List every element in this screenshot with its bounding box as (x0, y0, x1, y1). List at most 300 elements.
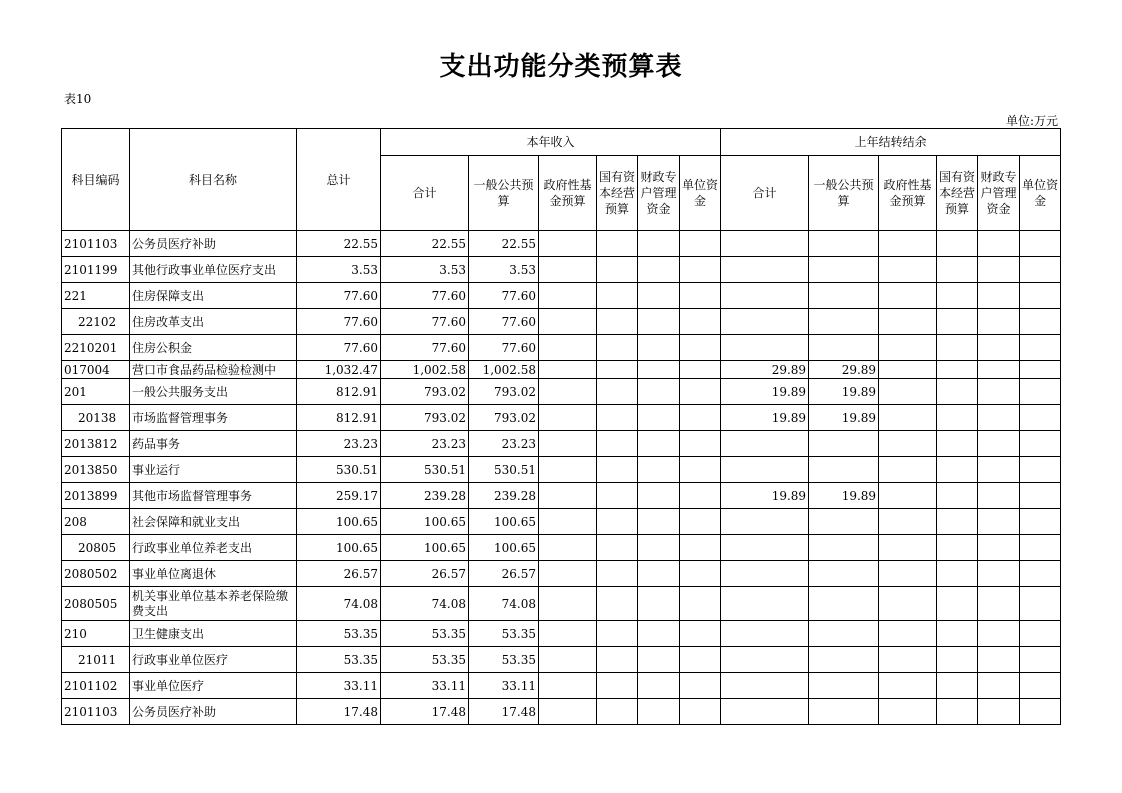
cell-code: 017004 (62, 361, 130, 379)
cell-prev-state-capital (937, 699, 978, 725)
cell-cur-fiscal-special (638, 561, 680, 587)
cell-prev-general (809, 283, 879, 309)
cell-name: 药品事务 (130, 431, 297, 457)
cell-prev-unit-fund (1020, 561, 1061, 587)
cell-prev-gov-fund (879, 483, 937, 509)
cell-prev-unit-fund (1020, 647, 1061, 673)
cell-prev-fiscal-special (978, 361, 1020, 379)
cell-cur-gov-fund (539, 509, 597, 535)
unit-label: 单位:万元 (1005, 114, 1058, 128)
cell-cur-fiscal-special (638, 509, 680, 535)
cell-prev-fiscal-special (978, 647, 1020, 673)
cell-prev-state-capital (937, 561, 978, 587)
cell-prev-sum (721, 431, 809, 457)
cell-prev-sum (721, 621, 809, 647)
cell-cur-fiscal-special (638, 231, 680, 257)
cell-prev-general (809, 431, 879, 457)
cell-cur-general: 33.11 (469, 673, 539, 699)
cell-cur-state-capital (597, 699, 638, 725)
cell-prev-sum: 19.89 (721, 483, 809, 509)
cell-cur-gov-fund (539, 535, 597, 561)
cell-prev-gov-fund (879, 647, 937, 673)
cell-prev-sum (721, 699, 809, 725)
cell-cur-state-capital (597, 379, 638, 405)
cell-name: 一般公共服务支出 (130, 379, 297, 405)
cell-cur-gov-fund (539, 457, 597, 483)
cell-prev-state-capital (937, 621, 978, 647)
cell-total: 26.57 (297, 561, 381, 587)
cell-cur-unit-fund (680, 647, 721, 673)
header-prev-unit-fund: 单位资金 (1020, 156, 1061, 231)
cell-cur-unit-fund (680, 621, 721, 647)
cell-name: 事业单位医疗 (130, 673, 297, 699)
cell-prev-general (809, 647, 879, 673)
cell-name: 住房改革支出 (130, 309, 297, 335)
cell-cur-unit-fund (680, 361, 721, 379)
cell-total: 530.51 (297, 457, 381, 483)
cell-cur-unit-fund (680, 699, 721, 725)
cell-cur-sum: 1,002.58 (381, 361, 469, 379)
budget-table (61, 128, 1061, 725)
cell-code: 2101103 (62, 699, 130, 725)
cell-cur-general: 23.23 (469, 431, 539, 457)
cell-prev-gov-fund (879, 509, 937, 535)
cell-prev-general (809, 673, 879, 699)
cell-prev-sum (721, 231, 809, 257)
cell-code: 22102 (62, 309, 130, 335)
cell-prev-general (809, 699, 879, 725)
cell-cur-gov-fund (539, 673, 597, 699)
cell-prev-state-capital (937, 483, 978, 509)
cell-prev-general (809, 309, 879, 335)
cell-name: 营口市食品药品检验检测中 (130, 361, 297, 379)
cell-cur-unit-fund (680, 335, 721, 361)
header-current-income: 本年收入 (381, 129, 721, 156)
cell-cur-state-capital (597, 405, 638, 431)
cell-total: 100.65 (297, 535, 381, 561)
cell-name: 住房保障支出 (130, 283, 297, 309)
cell-prev-general (809, 457, 879, 483)
table-row (62, 509, 1061, 535)
table-row (62, 231, 1061, 257)
cell-prev-state-capital (937, 405, 978, 431)
cell-total: 53.35 (297, 647, 381, 673)
cell-cur-state-capital (597, 257, 638, 283)
cell-prev-unit-fund (1020, 361, 1061, 379)
cell-prev-unit-fund (1020, 431, 1061, 457)
cell-cur-state-capital (597, 309, 638, 335)
cell-cur-gov-fund (539, 621, 597, 647)
cell-code: 2080505 (62, 587, 130, 621)
cell-prev-gov-fund (879, 561, 937, 587)
cell-cur-state-capital (597, 483, 638, 509)
cell-cur-sum: 74.08 (381, 587, 469, 621)
cell-cur-general: 77.60 (469, 309, 539, 335)
table-row (62, 405, 1061, 431)
cell-prev-general: 19.89 (809, 405, 879, 431)
cell-code: 2210201 (62, 335, 130, 361)
cell-prev-unit-fund (1020, 257, 1061, 283)
cell-prev-fiscal-special (978, 405, 1020, 431)
cell-code: 20805 (62, 535, 130, 561)
cell-cur-sum: 22.55 (381, 231, 469, 257)
table-row (62, 379, 1061, 405)
cell-name: 卫生健康支出 (130, 621, 297, 647)
cell-prev-sum: 19.89 (721, 405, 809, 431)
table-row (62, 431, 1061, 457)
cell-cur-unit-fund (680, 509, 721, 535)
table-header (62, 129, 1061, 231)
header-prev-sum: 合计 (721, 156, 809, 231)
cell-cur-state-capital (597, 231, 638, 257)
cell-prev-unit-fund (1020, 621, 1061, 647)
table-row (62, 587, 1061, 621)
cell-cur-state-capital (597, 335, 638, 361)
cell-prev-fiscal-special (978, 335, 1020, 361)
cell-cur-sum: 53.35 (381, 621, 469, 647)
cell-cur-fiscal-special (638, 535, 680, 561)
cell-total: 77.60 (297, 335, 381, 361)
cell-prev-sum (721, 561, 809, 587)
cell-prev-fiscal-special (978, 483, 1020, 509)
cell-prev-gov-fund (879, 361, 937, 379)
cell-prev-gov-fund (879, 699, 937, 725)
cell-name: 其他市场监督管理事务 (130, 483, 297, 509)
header-cur-sum: 合计 (381, 156, 469, 231)
cell-prev-fiscal-special (978, 309, 1020, 335)
cell-cur-gov-fund (539, 361, 597, 379)
cell-cur-unit-fund (680, 561, 721, 587)
cell-cur-sum: 77.60 (381, 283, 469, 309)
cell-prev-gov-fund (879, 335, 937, 361)
cell-prev-fiscal-special (978, 673, 1020, 699)
cell-cur-unit-fund (680, 309, 721, 335)
cell-prev-unit-fund (1020, 483, 1061, 509)
header-code: 科目编码 (62, 129, 130, 231)
cell-code: 201 (62, 379, 130, 405)
cell-cur-fiscal-special (638, 379, 680, 405)
cell-total: 22.55 (297, 231, 381, 257)
cell-prev-gov-fund (879, 457, 937, 483)
cell-prev-state-capital (937, 309, 978, 335)
cell-cur-sum: 17.48 (381, 699, 469, 725)
header-cur-fiscal-special: 财政专户管理资金 (638, 156, 680, 231)
cell-cur-fiscal-special (638, 361, 680, 379)
cell-name: 住房公积金 (130, 335, 297, 361)
cell-cur-unit-fund (680, 483, 721, 509)
cell-prev-fiscal-special (978, 379, 1020, 405)
cell-cur-gov-fund (539, 257, 597, 283)
cell-cur-unit-fund (680, 673, 721, 699)
cell-cur-general: 793.02 (469, 379, 539, 405)
cell-prev-general: 19.89 (809, 483, 879, 509)
cell-prev-fiscal-special (978, 561, 1020, 587)
cell-cur-sum: 239.28 (381, 483, 469, 509)
cell-prev-general: 29.89 (809, 361, 879, 379)
table-row (62, 647, 1061, 673)
table-row (62, 335, 1061, 361)
cell-code: 21011 (62, 647, 130, 673)
cell-prev-general: 19.89 (809, 379, 879, 405)
cell-cur-state-capital (597, 457, 638, 483)
cell-prev-sum (721, 309, 809, 335)
table-row (62, 309, 1061, 335)
cell-cur-state-capital (597, 535, 638, 561)
cell-prev-unit-fund (1020, 587, 1061, 621)
header-name: 科目名称 (130, 129, 297, 231)
cell-prev-general (809, 231, 879, 257)
cell-code: 2013812 (62, 431, 130, 457)
cell-prev-sum (721, 257, 809, 283)
cell-code: 20138 (62, 405, 130, 431)
cell-prev-fiscal-special (978, 431, 1020, 457)
cell-prev-state-capital (937, 361, 978, 379)
cell-cur-fiscal-special (638, 257, 680, 283)
cell-cur-state-capital (597, 647, 638, 673)
cell-cur-general: 22.55 (469, 231, 539, 257)
cell-cur-gov-fund (539, 561, 597, 587)
cell-prev-unit-fund (1020, 509, 1061, 535)
cell-cur-gov-fund (539, 379, 597, 405)
table-row (62, 257, 1061, 283)
cell-prev-fiscal-special (978, 231, 1020, 257)
cell-cur-general: 53.35 (469, 621, 539, 647)
cell-total: 812.91 (297, 379, 381, 405)
cell-cur-sum: 100.65 (381, 535, 469, 561)
cell-prev-gov-fund (879, 257, 937, 283)
cell-total: 259.17 (297, 483, 381, 509)
cell-prev-unit-fund (1020, 283, 1061, 309)
cell-total: 74.08 (297, 587, 381, 621)
table-row (62, 361, 1061, 379)
cell-name: 社会保障和就业支出 (130, 509, 297, 535)
cell-cur-fiscal-special (638, 405, 680, 431)
cell-cur-general: 100.65 (469, 535, 539, 561)
cell-cur-general: 17.48 (469, 699, 539, 725)
cell-prev-sum (721, 673, 809, 699)
cell-cur-general: 77.60 (469, 335, 539, 361)
cell-prev-unit-fund (1020, 231, 1061, 257)
cell-cur-sum: 26.57 (381, 561, 469, 587)
cell-cur-state-capital (597, 509, 638, 535)
cell-cur-unit-fund (680, 283, 721, 309)
cell-prev-state-capital (937, 673, 978, 699)
cell-prev-fiscal-special (978, 283, 1020, 309)
header-prior-carryover: 上年结转结余 (721, 129, 1061, 156)
cell-total: 53.35 (297, 621, 381, 647)
cell-prev-gov-fund (879, 283, 937, 309)
cell-cur-state-capital (597, 587, 638, 621)
cell-name: 公务员医疗补助 (130, 699, 297, 725)
cell-prev-gov-fund (879, 673, 937, 699)
cell-cur-fiscal-special (638, 283, 680, 309)
cell-prev-gov-fund (879, 379, 937, 405)
cell-total: 1,032.47 (297, 361, 381, 379)
cell-total: 33.11 (297, 673, 381, 699)
cell-cur-sum: 77.60 (381, 309, 469, 335)
cell-cur-sum: 77.60 (381, 335, 469, 361)
cell-cur-unit-fund (680, 587, 721, 621)
cell-prev-general (809, 587, 879, 621)
cell-prev-state-capital (937, 231, 978, 257)
cell-cur-sum: 793.02 (381, 405, 469, 431)
cell-cur-fiscal-special (638, 457, 680, 483)
table-row (62, 283, 1061, 309)
cell-cur-state-capital (597, 673, 638, 699)
cell-prev-sum (721, 335, 809, 361)
cell-prev-fiscal-special (978, 509, 1020, 535)
cell-prev-gov-fund (879, 621, 937, 647)
cell-cur-fiscal-special (638, 673, 680, 699)
cell-cur-gov-fund (539, 431, 597, 457)
cell-cur-unit-fund (680, 431, 721, 457)
table-row (62, 535, 1061, 561)
cell-total: 3.53 (297, 257, 381, 283)
cell-prev-fiscal-special (978, 621, 1020, 647)
cell-prev-unit-fund (1020, 335, 1061, 361)
cell-code: 2101103 (62, 231, 130, 257)
cell-cur-fiscal-special (638, 621, 680, 647)
header-cur-gov-fund: 政府性基金预算 (539, 156, 597, 231)
cell-cur-sum: 530.51 (381, 457, 469, 483)
cell-cur-unit-fund (680, 457, 721, 483)
table-row (62, 457, 1061, 483)
cell-cur-sum: 23.23 (381, 431, 469, 457)
cell-cur-gov-fund (539, 309, 597, 335)
cell-total: 100.65 (297, 509, 381, 535)
cell-prev-sum (721, 457, 809, 483)
cell-prev-gov-fund (879, 535, 937, 561)
cell-prev-state-capital (937, 379, 978, 405)
cell-cur-general: 53.35 (469, 647, 539, 673)
cell-cur-general: 100.65 (469, 509, 539, 535)
cell-cur-fiscal-special (638, 309, 680, 335)
cell-prev-sum: 29.89 (721, 361, 809, 379)
cell-cur-fiscal-special (638, 431, 680, 457)
cell-prev-fiscal-special (978, 535, 1020, 561)
cell-prev-gov-fund (879, 309, 937, 335)
cell-cur-general: 530.51 (469, 457, 539, 483)
cell-cur-gov-fund (539, 699, 597, 725)
cell-cur-sum: 100.65 (381, 509, 469, 535)
cell-name: 公务员医疗补助 (130, 231, 297, 257)
cell-prev-gov-fund (879, 231, 937, 257)
header-prev-state-capital: 国有资本经营预算 (937, 156, 978, 231)
cell-cur-gov-fund (539, 405, 597, 431)
cell-name: 市场监督管理事务 (130, 405, 297, 431)
cell-prev-state-capital (937, 647, 978, 673)
cell-name: 机关事业单位基本养老保险缴费支出 (130, 587, 297, 621)
cell-total: 77.60 (297, 283, 381, 309)
cell-code: 2013850 (62, 457, 130, 483)
cell-prev-state-capital (937, 509, 978, 535)
cell-code: 208 (62, 509, 130, 535)
cell-cur-gov-fund (539, 335, 597, 361)
cell-prev-state-capital (937, 335, 978, 361)
header-prev-general: 一般公共预算 (809, 156, 879, 231)
cell-prev-sum: 19.89 (721, 379, 809, 405)
cell-cur-general: 793.02 (469, 405, 539, 431)
cell-cur-unit-fund (680, 257, 721, 283)
cell-cur-general: 77.60 (469, 283, 539, 309)
cell-prev-general (809, 509, 879, 535)
cell-cur-general: 74.08 (469, 587, 539, 621)
cell-cur-state-capital (597, 621, 638, 647)
cell-prev-fiscal-special (978, 457, 1020, 483)
cell-prev-general (809, 621, 879, 647)
cell-cur-fiscal-special (638, 483, 680, 509)
cell-prev-sum (721, 587, 809, 621)
cell-cur-state-capital (597, 431, 638, 457)
cell-name: 事业运行 (130, 457, 297, 483)
cell-prev-unit-fund (1020, 673, 1061, 699)
cell-prev-state-capital (937, 535, 978, 561)
cell-cur-state-capital (597, 561, 638, 587)
cell-prev-gov-fund (879, 587, 937, 621)
cell-prev-sum (721, 283, 809, 309)
cell-prev-state-capital (937, 257, 978, 283)
cell-code: 2101102 (62, 673, 130, 699)
cell-cur-general: 26.57 (469, 561, 539, 587)
cell-code: 2080502 (62, 561, 130, 587)
cell-cur-fiscal-special (638, 647, 680, 673)
cell-cur-gov-fund (539, 647, 597, 673)
cell-prev-gov-fund (879, 431, 937, 457)
cell-prev-sum (721, 535, 809, 561)
cell-prev-unit-fund (1020, 405, 1061, 431)
cell-prev-general (809, 257, 879, 283)
cell-code: 210 (62, 621, 130, 647)
cell-prev-sum (721, 647, 809, 673)
cell-prev-unit-fund (1020, 309, 1061, 335)
cell-name: 事业单位离退休 (130, 561, 297, 587)
header-cur-general: 一般公共预算 (469, 156, 539, 231)
header-cur-state-capital: 国有资本经营预算 (597, 156, 638, 231)
cell-prev-state-capital (937, 587, 978, 621)
cell-cur-unit-fund (680, 405, 721, 431)
cell-cur-state-capital (597, 283, 638, 309)
cell-cur-unit-fund (680, 379, 721, 405)
cell-cur-unit-fund (680, 535, 721, 561)
table-row (62, 561, 1061, 587)
cell-prev-general (809, 561, 879, 587)
cell-cur-fiscal-special (638, 335, 680, 361)
cell-cur-sum: 793.02 (381, 379, 469, 405)
cell-cur-gov-fund (539, 587, 597, 621)
cell-cur-fiscal-special (638, 699, 680, 725)
cell-code: 221 (62, 283, 130, 309)
cell-prev-general (809, 335, 879, 361)
cell-cur-fiscal-special (638, 587, 680, 621)
cell-cur-sum: 53.35 (381, 647, 469, 673)
cell-cur-general: 239.28 (469, 483, 539, 509)
cell-cur-general: 1,002.58 (469, 361, 539, 379)
cell-cur-general: 3.53 (469, 257, 539, 283)
table-row (62, 621, 1061, 647)
cell-prev-unit-fund (1020, 457, 1061, 483)
table-row (62, 699, 1061, 725)
header-prev-fiscal-special: 财政专户管理资金 (978, 156, 1020, 231)
cell-total: 23.23 (297, 431, 381, 457)
cell-prev-unit-fund (1020, 699, 1061, 725)
cell-prev-state-capital (937, 457, 978, 483)
cell-cur-gov-fund (539, 231, 597, 257)
cell-prev-gov-fund (879, 405, 937, 431)
table-row (62, 673, 1061, 699)
cell-cur-gov-fund (539, 283, 597, 309)
cell-prev-state-capital (937, 431, 978, 457)
cell-name: 行政事业单位医疗 (130, 647, 297, 673)
